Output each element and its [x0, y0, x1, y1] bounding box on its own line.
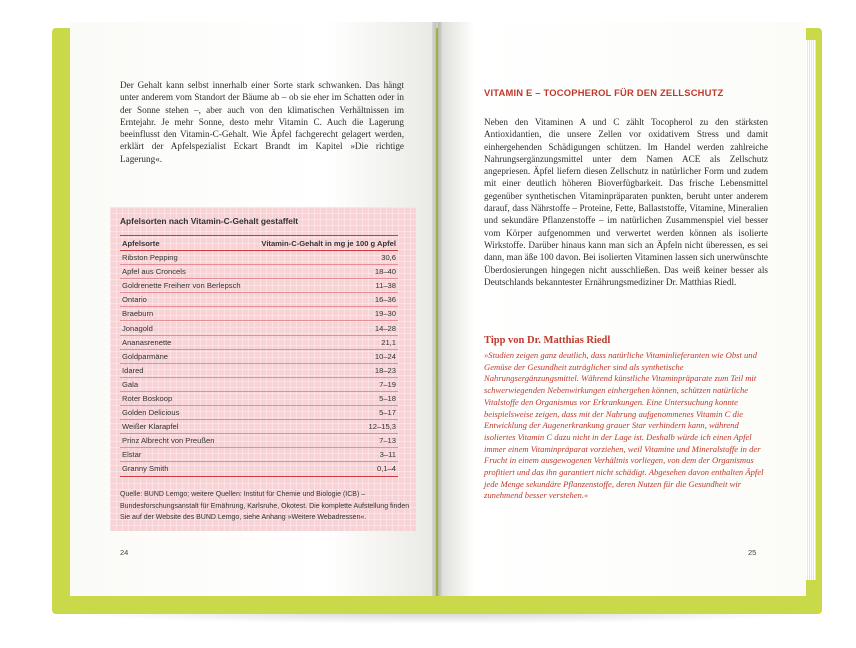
variety-name: Granny Smith	[120, 462, 250, 476]
table-row	[120, 448, 398, 462]
table-source-note: Quelle: BUND Lemgo; weitere Quellen: Institut für Chemie und Biologie (ICB) – Bundesforschungsanstalt für Ernährung, Karlsruhe, Okotest. Die komplette Aufstellung finden Sie auf der Website des BUND Lemgo, siehe Anhang »Weitere Webadressen«.	[120, 491, 410, 521]
table-row	[120, 335, 398, 349]
table-row	[120, 420, 398, 434]
vitamin-c-table-box	[110, 207, 416, 531]
variety-name: Jonagold	[120, 321, 250, 335]
variety-name: Golden Delicious	[120, 406, 250, 420]
table-row	[120, 349, 398, 363]
variety-name: Goldparmäne	[120, 349, 250, 363]
variety-name: Prinz Albrecht von Preußen	[120, 434, 250, 448]
table-row	[120, 462, 398, 476]
table-header-row	[120, 236, 398, 251]
page-number-right: 25	[748, 548, 757, 557]
vitamin-value: 5–17	[250, 406, 398, 420]
vitamin-value: 16–36	[250, 293, 398, 307]
variety-name: Ananasrenette	[120, 335, 250, 349]
column-header-variety: Apfelsorte	[120, 236, 250, 251]
variety-name: Idared	[120, 363, 250, 377]
vitamin-value: 7–13	[250, 434, 398, 448]
table-row	[120, 363, 398, 377]
vitamin-value: 21,1	[250, 335, 398, 349]
section-heading: VITAMIN E – TOCOPHEROL FÜR DEN ZELLSCHUTZ	[484, 87, 724, 98]
variety-name: Elstar	[120, 448, 250, 462]
variety-name: Goldrenette Freiherr von Berlepsch	[120, 279, 250, 293]
table-row	[120, 391, 398, 405]
variety-name: Gala	[120, 377, 250, 391]
variety-name: Braeburn	[120, 307, 250, 321]
vitamin-value: 14–28	[250, 321, 398, 335]
vitamin-value: 5–18	[250, 391, 398, 405]
table-row	[120, 406, 398, 420]
variety-name: Roter Boskoop	[120, 391, 250, 405]
table-title: Apfelsorten nach Vitamin-C-Gehalt gestaffelt	[120, 216, 299, 226]
vitamin-value: 12–15,3	[250, 420, 398, 434]
table-row	[120, 377, 398, 391]
right-page	[438, 22, 806, 596]
left-paragraph: Der Gehalt kann selbst innerhalb einer Sorte stark schwanken. Das hängt unter anderem vom Standort der Bäume ab – ob sie eher im Schatten oder in der Sonne stehen –, aber auch von den klimatischen Verhältnissen im Erntejahr. Je mehr Sonne, desto mehr Vitamin C. Auch die Lagerung beeinflusst den Vitamin-C-Gehalt. Wie Äpfel fachgerecht gelagert werden, erklärt der Apfelspezialist Eckart Brandt im Kapitel »Die richtige Lagerung«.	[120, 80, 404, 164]
table-row	[120, 265, 398, 279]
vitamin-c-table	[120, 235, 398, 477]
table-row	[120, 434, 398, 448]
table-row	[120, 293, 398, 307]
vitamin-value: 11–38	[250, 279, 398, 293]
vitamin-value: 3–11	[250, 448, 398, 462]
tip-quote: »Studien zeigen ganz deutlich, dass natürliche Vitaminlieferanten wie Obst und Gemüse der Gesundheit zuträglicher sind als synthetische Nahrungsergänzungsmittel. Während künstliche Vitaminpräparate zum Teil mit schwerwiegenden Nebenwirkungen einhergehen können, schützen natürliche Vitalstoffe den Organismus vor Erkrankungen. Eine Untersuchung konnte beispielsweise zeigen, dass mit der Nahrung aufgenommenes Vitamin C die Entwicklung der Augenerkrankung grauer Star verhindern kann, während isoliertes Vitamin C dazu nicht in der Lage ist. Deshalb würde ich einen Apfel immer einem Vitaminpräparat vorziehen, weil Vitamine und Mineralstoffe in der Frucht in einem ausgewogenen Verhältnis vorliegen, von dem der Organismus profitiert und das ihn garantiert nicht schädigt. Abgesehen davon enthalten Äpfel jede Menge sekundäre Pflanzenstoffe, deren Nutzen für die Gesundheit wir zunehmend besser verstehen.«	[484, 350, 764, 501]
vitamin-value: 10–24	[250, 349, 398, 363]
vitamin-value: 19–30	[250, 307, 398, 321]
table-row	[120, 251, 398, 265]
vitamin-value: 0,1–4	[250, 462, 398, 476]
table-row	[120, 307, 398, 321]
variety-name: Ontario	[120, 293, 250, 307]
vitamin-value: 18–40	[250, 265, 398, 279]
tip-title: Tipp von Dr. Matthias Riedl	[484, 335, 611, 346]
table-row	[120, 321, 398, 335]
page-number-left: 24	[120, 548, 129, 557]
vitamin-value: 7–19	[250, 377, 398, 391]
book-gutter	[432, 22, 442, 596]
vitamin-value: 30,6	[250, 251, 398, 265]
right-paragraph: Neben den Vitaminen A und C zählt Tocopherol zu den stärksten Antioxidantien, die unsere Zellen vor oxidativem Stress und damit einhergehenden Schädigungen schützen. Im Handel werden zahlreiche Nahrungsergänzungsmittel unter dem Namen ACE als Zellschutz angepriesen. Äpfel liefern diesen Zellschutz in natürlicher Form und zudem mit einer deutlich höheren Bioverfügbarkeit. Das frische Lebensmittel gegenüber synthetischen Vitaminpräparaten punkten, beruht unter anderem darauf, dass Nährstoffe – Proteine, Fette, Ballaststoffe, Vitamine, Mineralien und sekundäre Pflanzenstoffe – im natürlichen Zusammenspiel viel besser vom Körper aufgenommen und verwertet werden können als isolierte Wirkstoffe. Darüber hinaus kann man sich an Äpfeln nicht überessen, es sei dann, man äße 100 davon. Bei isolierten Vitaminen lassen sich unerwünschte Überdosierungen hingegen nicht ausschließen. Das weiß keiner besser als Deutschlands bekanntester Ernährungsmediziner Dr. Matthias Riedl.	[484, 117, 768, 287]
table-row	[120, 279, 398, 293]
variety-name: Apfel aus Croncels	[120, 265, 250, 279]
variety-name: Ribston Pepping	[120, 251, 250, 265]
vitamin-value: 18–23	[250, 363, 398, 377]
variety-name: Weißer Klarapfel	[120, 420, 250, 434]
column-header-value: Vitamin-C-Gehalt in mg je 100 g Apfel	[250, 236, 398, 251]
